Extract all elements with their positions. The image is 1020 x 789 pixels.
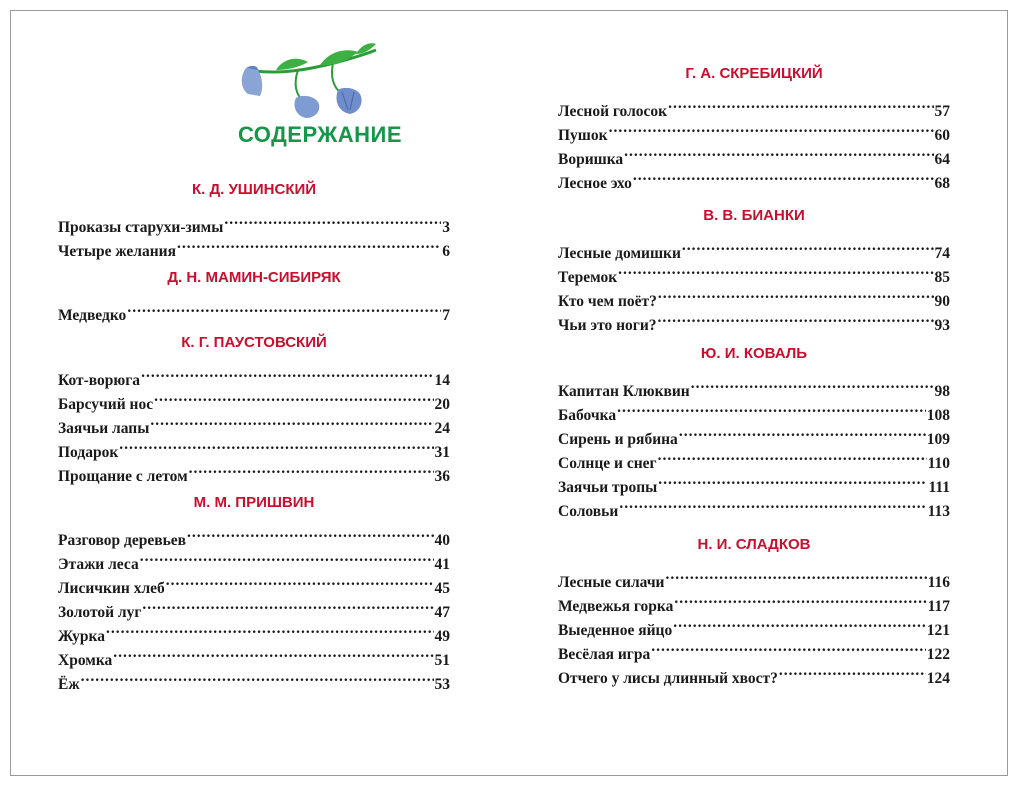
author-name: Г. А. СКРЕБИЦКИЙ (685, 65, 823, 82)
contents-title: СОДЕРЖАНИЕ (237, 122, 403, 147)
toc-entry: Заячьи лапы ..... 24 (58, 409, 450, 433)
toc-entry: Лисичкин хлеб ..... 45 (58, 569, 450, 593)
toc-entry: Барсучий нос ..... 20 (58, 385, 450, 409)
toc-entry: Подарок ..... 31 (58, 433, 450, 457)
author-section (58, 491, 450, 693)
toc-entry: Сирень и рябина ..... 109 (558, 420, 950, 444)
toc-entry: Пушок ..... 60 (558, 116, 950, 140)
toc-entry: Четыре желания ..... 6 (58, 232, 450, 256)
toc-entry: Соловьи ..... 113 (558, 492, 950, 516)
toc-entry: Золотой луг ..... 47 (58, 593, 450, 617)
toc-entry: Лесное эхо ..... 68 (558, 164, 950, 188)
toc-entry: Выеденное яйцо ..... 121 (558, 611, 950, 635)
author-section (558, 342, 950, 520)
toc-entry: Кто чем поёт? ..... 90 (558, 282, 950, 306)
toc-entry: Хромка ..... 51 (58, 641, 450, 665)
toc-entry: Отчего у лисы длинный хвост? ..... 124 (558, 659, 950, 683)
author-name: М. М. ПРИШВИН (193, 494, 315, 511)
toc-entry: Весёлая игра ..... 122 (558, 635, 950, 659)
toc-entry: Бабочка ..... 108 (558, 396, 950, 420)
toc-entry: Капитан Клюквин ..... 98 (558, 372, 950, 396)
author-name: Ю. И. КОВАЛЬ (700, 345, 808, 362)
author-name: К. Г. ПАУСТОВСКИЙ (181, 334, 327, 351)
toc-entry: Кот-ворюга ..... 14 (58, 361, 450, 385)
toc-entry: Ёж ..... 53 (58, 665, 450, 689)
author-name: Н. И. СЛАДКОВ (697, 536, 811, 553)
toc-entry: Проказы старухи-зимы ..... 3 (58, 208, 450, 232)
toc-entry: Прощание с летом ..... 36 (58, 457, 450, 481)
toc-entry: Солнце и снег ..... 110 (558, 444, 950, 468)
bellflower-illustration (238, 40, 378, 120)
toc-entry: Медведко ..... 7 (58, 296, 450, 320)
toc-entry: Журка ..... 49 (58, 617, 450, 641)
author-section (558, 533, 950, 687)
author-name: В. В. БИАНКИ (703, 207, 805, 224)
toc-entry: Лесные домишки ..... 74 (558, 234, 950, 258)
author-name: Д. Н. МАМИН-СИБИРЯК (167, 269, 341, 286)
author-section (58, 178, 450, 260)
author-section (558, 62, 950, 192)
toc-entry: Заячьи тропы ..... 111 (558, 468, 950, 492)
toc-entry: Лесные силачи ..... 116 (558, 563, 950, 587)
toc-entry: Теремок ..... 85 (558, 258, 950, 282)
author-section (58, 331, 450, 485)
author-section (558, 204, 950, 334)
toc-entry: Лесной голосок ..... 57 (558, 92, 950, 116)
author-name: К. Д. УШИНСКИЙ (191, 181, 317, 198)
toc-entry: Этажи леса ..... 41 (58, 545, 450, 569)
toc-entry: Чьи это ноги? ..... 93 (558, 306, 950, 330)
author-section (58, 266, 450, 324)
toc-entry: Разговор деревьев ..... 40 (58, 521, 450, 545)
toc-entry: Медвежья горка ..... 117 (558, 587, 950, 611)
toc-entry: Воришка ..... 64 (558, 140, 950, 164)
